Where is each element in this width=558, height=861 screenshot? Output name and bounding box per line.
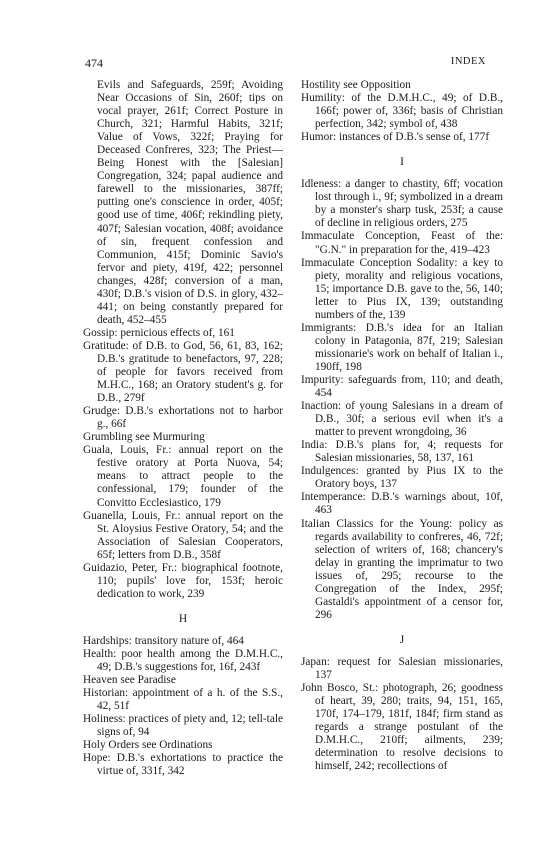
index-entry: Hostility see Opposition xyxy=(301,79,411,91)
index-entry: Indulgences: granted by Pius IX to the Oratory boys, 137 xyxy=(301,465,503,491)
index-entry: Health: poor health among the D.M.H.C., 49; D.B.'s suggestions for, 16f, 243f xyxy=(83,647,283,674)
index-entry: Idleness: a danger to chastity, 6ff; vocation lost through i., 9f; symbolized in a dream by a monster's sharp tusk, 253f; a cause of decline in religious orders, 275 xyxy=(301,178,503,230)
index-entry: Historian: appointment of a h. of the S.S., 42, 51f xyxy=(83,687,283,713)
index-entry: Inaction: of young Salesians in a dream of D.B., 30f; a serious evil when it's a matter to prevent wrongdoing, 36 xyxy=(301,400,503,439)
right-column xyxy=(301,79,503,773)
index-entry: Humility: of the D.M.H.C., 49; of D.B., 166f; power of, 336f; basis of Christian perfection, 342; symbol of, 438 xyxy=(301,92,503,131)
index-entry: John Bosco, St.: photograph, 26; goodness of heart, 39, 280; traits, 94, 151, 165, 170f, 174–179, 181f, 184f; firm stand as regards a strange postulant of the D.M.H.C., 210ff; ailments, 239; determination to resolve decisions to himself, 242; recollections of xyxy=(301,682,503,773)
left-column xyxy=(83,79,283,778)
index-entry: Immaculate Conception, Feast of the: "G.N." in preparation for the, 419–423 xyxy=(301,230,503,256)
index-entry: Guanella, Louis, Fr.: annual report on the St. Aloysius Festive Oratory, 54; and the Association of Salesian Cooperators, 65f; letters from D.B., 358f xyxy=(83,509,283,561)
index-entry: Impurity: safeguards from, 110; and death, 454 xyxy=(301,373,503,400)
index-entry: Humor: instances of D.B.'s sense of, 177f xyxy=(301,131,490,144)
index-entry: Gossip: pernicious effects of, 161 xyxy=(83,326,235,339)
index-entry: Heaven see Paradise xyxy=(83,674,176,687)
section-letter-j: J xyxy=(399,633,405,646)
page-header xyxy=(85,56,486,72)
index-entry: Guidazio, Peter, Fr.: biographical footnote, 110; pupils' love for, 153f; heroic dedication to work, 239 xyxy=(83,561,283,600)
index-entry: Holy Orders see Ordinations xyxy=(83,739,213,752)
section-letter-h: H xyxy=(178,612,188,625)
index-entry: Evils and Safeguards, 259f; Avoiding Near Occasions of Sin, 260f; tips on vocal prayer, 261f; Correct Posture in Church, 321; Harmful Habits, 321f; Value of Vows, 322f; Praying for Deceased Confreres, 323; The Priest— Being Honest with the [Salesian] Congregation, 324; papal audience and farewell to the missionaries, 387ff; putting one's conscience in order, 405f; good use of time, 406f; rekindling piety, 407f; Salesian vocation, 408f; avoidance of sin, frequent confession and Communion, 415f; Dominic Savio's fervor and piety, 419f, 422; personnel changes, 428f; conversion of a man, 430f; D.B.'s vision of D.S. in glory, 432–441; on being constantly prepared for death, 452–455 xyxy=(97,79,283,326)
index-entry: Immaculate Conception Sodality: a key to piety, morality and religious vocations, 15; importance D.B. gave to the, 56, 140; letter to Pius IX, 139; outstanding numbers of the, 139 xyxy=(301,256,503,321)
index-entry: Japan: request for Salesian missionaries, 137 xyxy=(301,655,503,681)
index-entry: Intemperance: D.B.'s warnings about, 10f, 463 xyxy=(301,491,503,517)
page-number: 474 xyxy=(85,56,103,70)
index-entry: Grumbling see Murmuring xyxy=(83,431,205,444)
index-entry: Grudge: D.B.'s exhortations not to harbor g., 66f xyxy=(83,405,283,431)
index-entry: Immigrants: D.B.'s idea for an Italian colony in Patagonia, 87f, 219; Salesian missionarie's work on behalf of Italian i., 190ff, 198 xyxy=(301,321,503,373)
index-entry: Guala, Louis, Fr.: annual report on the festive oratory at Porta Nuova, 54; means to attract people to the confessional, 179; founder of the Convitto Ecclesiastico, 179 xyxy=(83,444,283,509)
index-entry: Italian Classics for the Young: policy as regards availability to confreres, 46, 72f; selection of writers of, 168; chancery's delay in granting the imprimatur to two issues of, 295; recourse to the Congregation of the Index, 295f; Gastaldi's appointment of a censor for, 296 xyxy=(301,517,503,621)
running-title: INDEX xyxy=(450,56,486,67)
index-entry: India: D.B.'s plans for, 4; requests for Salesian missionaries, 58, 137, 161 xyxy=(301,439,503,465)
section-letter-i: I xyxy=(400,156,404,169)
index-entry: Gratitude: of D.B. to God, 56, 61, 83, 162; D.B.'s gratitude to benefactors, 97, 228; of people for favors received from M.H.C., 168; an Oratory student's g. for D.B., 279f xyxy=(83,339,283,405)
index-entry: Hope: D.B.'s exhortations to practice the virtue of, 331f, 342 xyxy=(83,752,283,778)
index-entry: Hardships: transitory nature of, 464 xyxy=(83,634,244,647)
index-entry: Holiness: practices of piety and, 12; tell-tale signs of, 94 xyxy=(83,713,283,739)
